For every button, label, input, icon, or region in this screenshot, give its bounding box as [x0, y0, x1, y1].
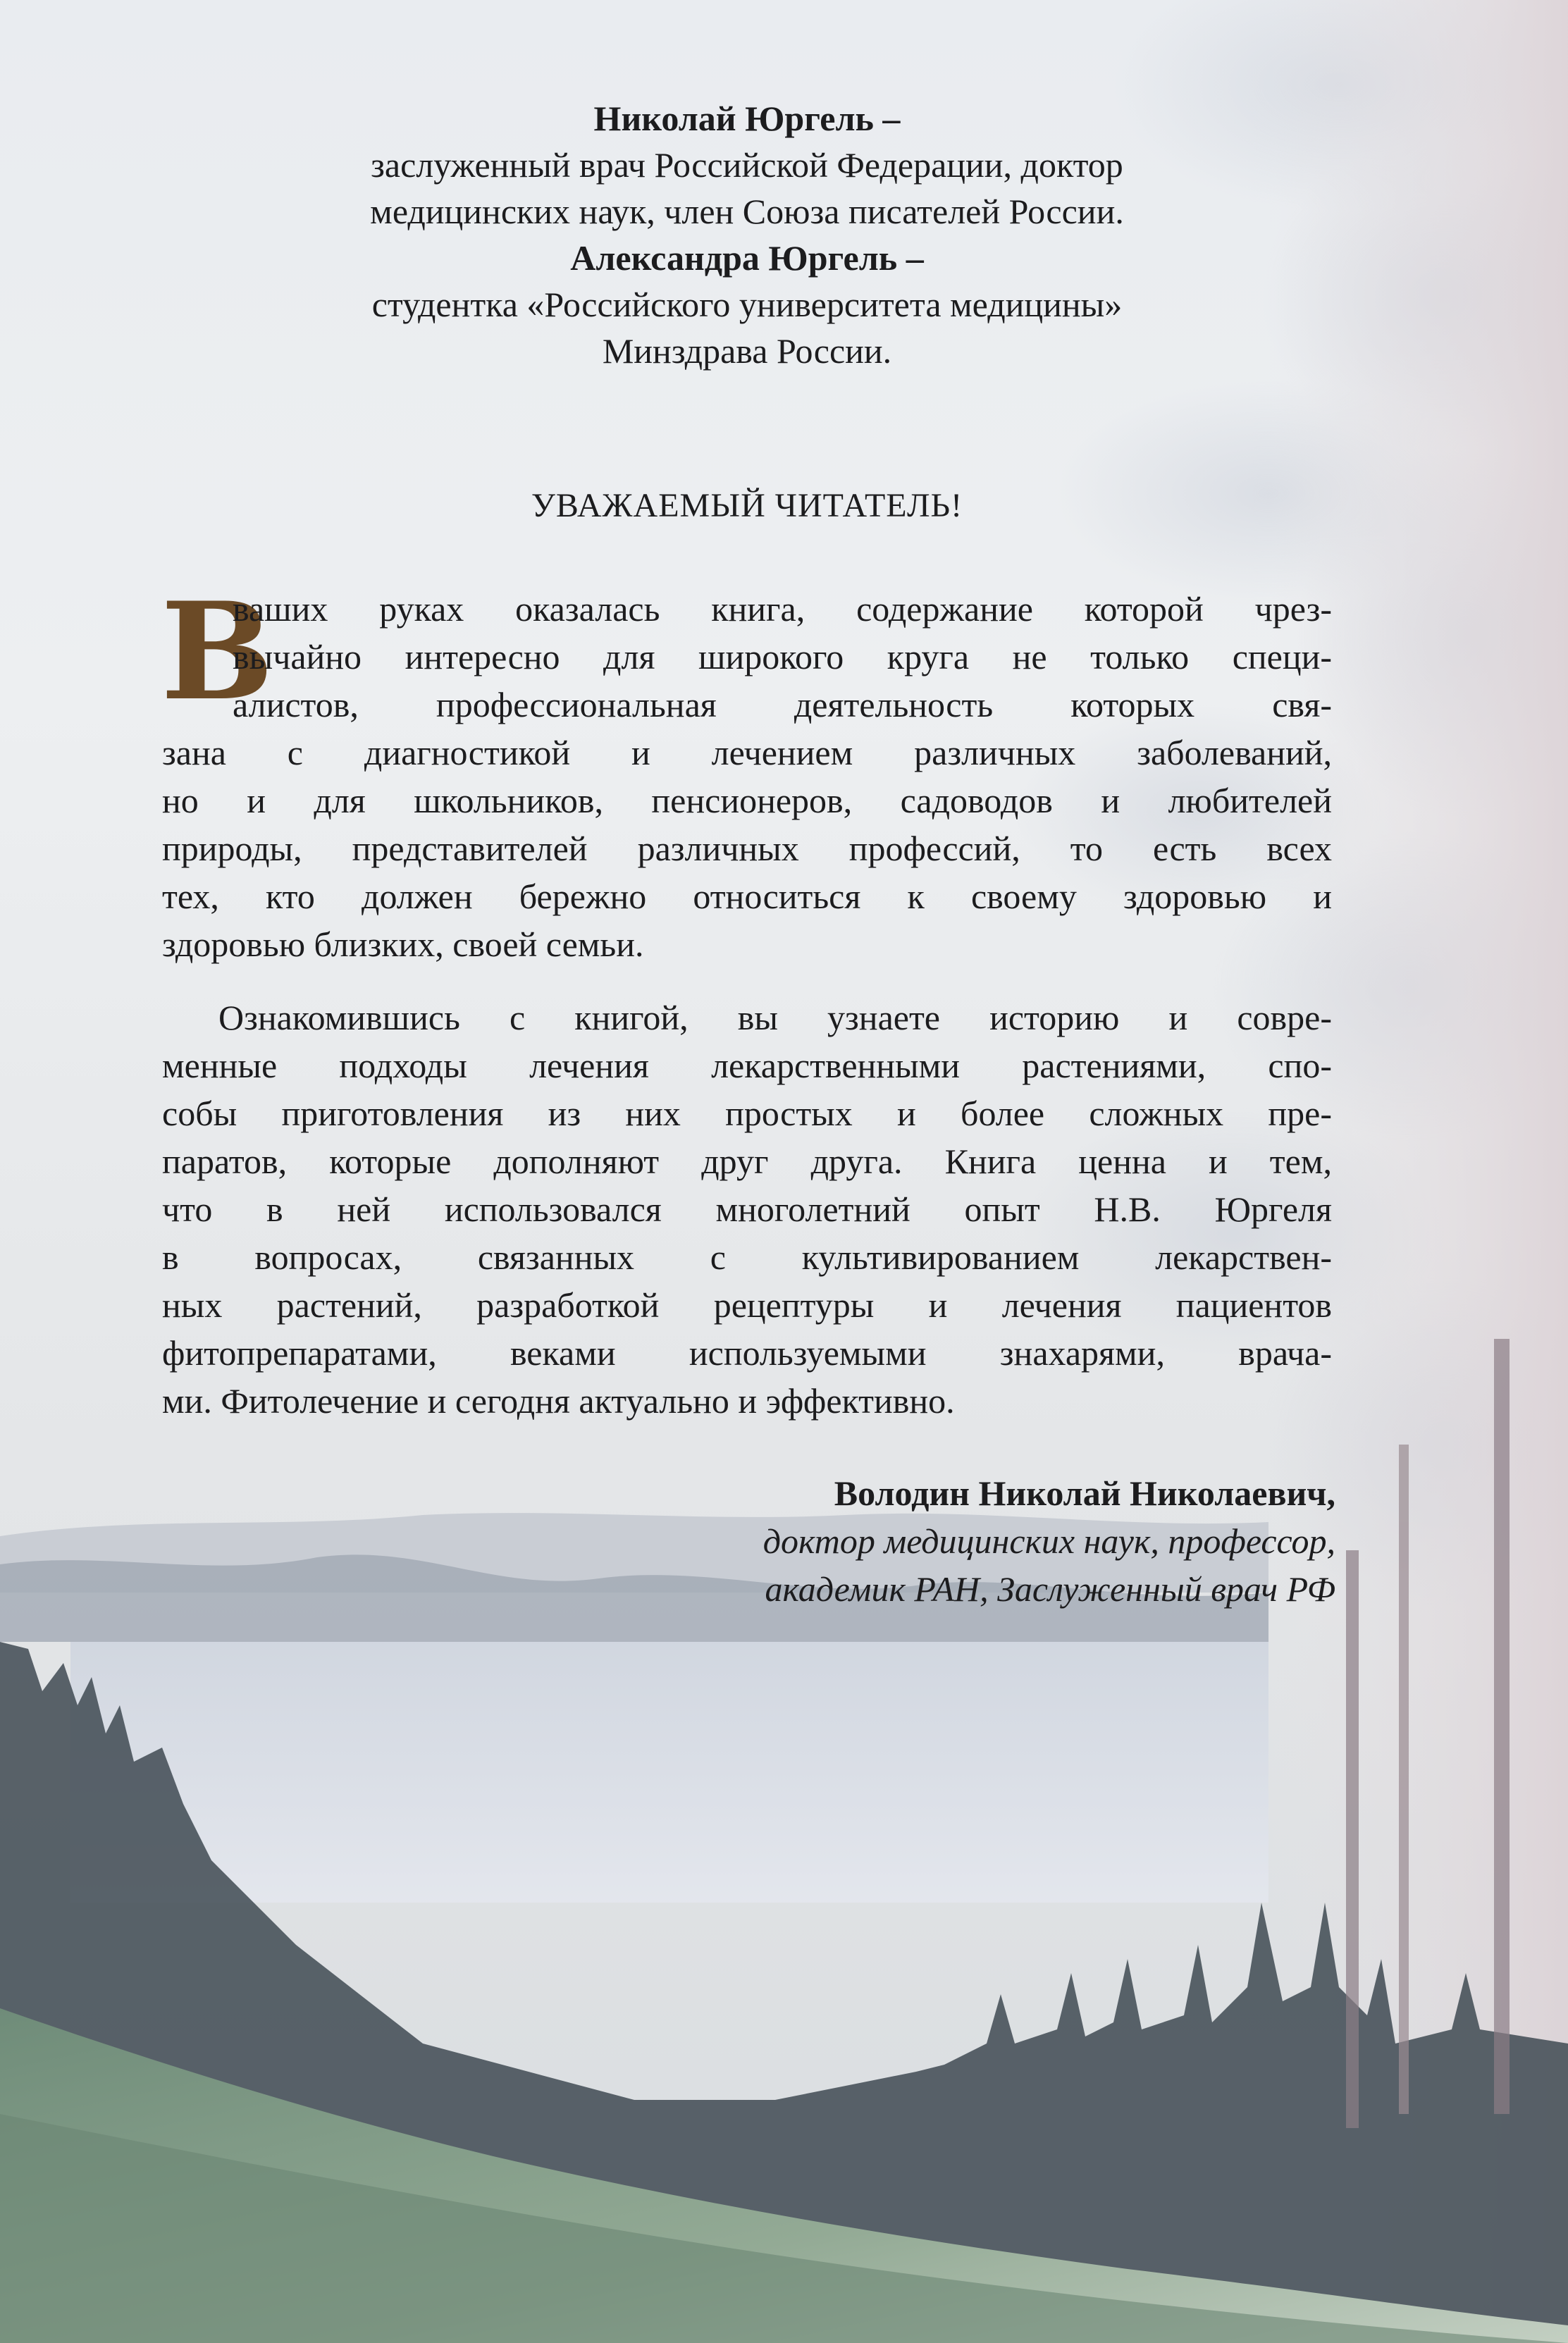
text-line: ваших руках оказалась книга, содержание которой чрез- — [233, 589, 1332, 629]
text-line: что в ней использовался многолетний опыт Н.В. Юргеля — [162, 1189, 1332, 1229]
author-2-name: Александра Юргель – — [570, 238, 924, 278]
author-1-name: Николай Юргель – — [593, 99, 901, 138]
signature-name: Володин Николай Николаевич, — [834, 1473, 1335, 1513]
text-line: паратов, которые дополняют друг друга. Книга ценна и тем, — [162, 1142, 1332, 1181]
author-2-desc-line: Минздрава России. — [602, 331, 892, 371]
author-2-block — [0, 235, 1494, 374]
text-line: алистов, профессиональная деятельность которых свя- — [233, 685, 1332, 724]
text-line: тех, кто должен бережно относиться к своему здоровью и — [162, 877, 1332, 916]
text-line: но и для школьников, пенсионеров, садоводов и любителей — [162, 781, 1332, 820]
text-line: менные подходы лечения лекарственными растениями, спо- — [162, 1046, 1332, 1085]
author-1-block — [0, 95, 1494, 235]
text-line: ных растений, разработкой рецептуры и лечения пациентов — [162, 1285, 1332, 1325]
text-line: ми. Фитолечение и сегодня актуально и эффективно. — [162, 1381, 955, 1421]
signature-role-line: академик РАН, Заслуженный врач РФ — [765, 1569, 1335, 1609]
signature-block — [763, 1469, 1335, 1613]
text-line: фитопрепаратами, веками используемыми знахарями, врача- — [162, 1333, 1332, 1373]
text-line: в вопросах, связанных с культивированием лекарствен- — [162, 1237, 1332, 1277]
author-1-desc-line: медицинских наук, член Союза писателей России. — [370, 192, 1124, 231]
text-line: вычайно интересно для широкого круга не только специ- — [233, 637, 1332, 676]
paragraph-2 — [162, 994, 1332, 1425]
text-line: здоровью близких, своей семьи. — [162, 925, 644, 964]
text-line: зана с диагностикой и лечением различных заболеваний, — [162, 733, 1332, 772]
drop-cap: В — [161, 573, 274, 730]
text-line: Ознакомившись с книгой, вы узнаете историю и совре- — [218, 998, 1332, 1037]
greeting-heading: УВАЖАЕМЫЙ ЧИТАТЕЛЬ! — [531, 487, 963, 524]
paragraph-1 — [161, 573, 1332, 968]
signature-role-line: доктор медицинских наук, профессор, — [763, 1521, 1335, 1561]
author-2-desc-line: студентка «Российского университета медицины» — [371, 285, 1123, 324]
text-line: природы, представителей различных профессий, то есть всех — [162, 829, 1332, 868]
text-line: собы приготовления из них простых и более сложных пре- — [162, 1094, 1332, 1133]
author-1-desc-line: заслуженный врач Российской Федерации, доктор — [371, 145, 1123, 185]
